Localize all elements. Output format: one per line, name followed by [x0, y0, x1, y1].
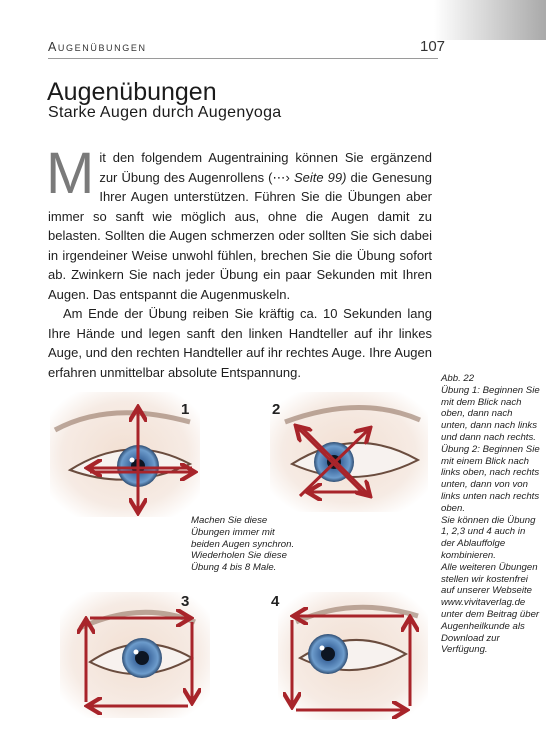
eye-exercise-2 [270, 392, 428, 512]
cross-reference-arrow-icon: ⋯› [272, 169, 290, 185]
eye-2-illustration [270, 392, 428, 512]
running-head: Augenübungen [48, 40, 147, 54]
sidebar-line-4: Alle weiteren Übungen stellen wir kostenfrei auf unserer Webseite www.vivitaverlag.de unter dem Beitrag über Augenheilkunde als Download zur Verfügung. [441, 561, 540, 656]
page-subtitle: Starke Augen durch Augenyoga [48, 104, 282, 121]
exercise-label-3: 3 [181, 593, 190, 610]
drop-cap: M [46, 141, 95, 206]
figure-caption-sidebar [441, 373, 541, 656]
header-rule [48, 58, 438, 59]
figure-caption-label: Abb. 22 [441, 373, 475, 384]
page-title: Augenübungen [47, 78, 217, 106]
sidebar-line-3: Sie können die Übung 1, 2,3 und 4 auch in der Ablauffolge kombinieren. [441, 514, 536, 561]
sidebar-line-2: Übung 2: Beginnen Sie mit einem Blick nach links oben, nach rechts unten, dann von von links unten nach rechts oben. [441, 443, 540, 514]
eye-3-illustration [60, 592, 210, 718]
eye-1-illustration [50, 392, 200, 517]
paragraph-1 [46, 141, 432, 304]
body-text [46, 141, 432, 382]
eye-exercise-3 [60, 592, 210, 718]
page-number: 107 [420, 38, 446, 55]
corner-gradient [434, 0, 546, 40]
figure-center-note: Machen Sie diese Übungen immer mit beiden Augen synchron. Wiederholen Sie diese Übung 4 bis 8 Male. [191, 515, 295, 574]
eye-exercise-1 [50, 392, 200, 517]
eye-4-illustration [278, 592, 428, 720]
exercise-label-1: 1 [181, 401, 190, 418]
paragraph-2: Am Ende der Übung reiben Sie kräftig ca. 10 Sekunden lang Ihre Hände und legen sanft den linken Handteller auf ihr linkes Auge, und den rechten Handteller auf ihr rechtes Auge. Ihre Augen erfahren unmittelbar absolute Entspannung. [48, 306, 432, 380]
paragraph-1-text-a: it den folgendem Augentraining können Sie ergänzend zur Übung des Augenrollens ( [99, 150, 432, 185]
cross-reference: Seite 99) [289, 169, 347, 185]
exercise-label-2: 2 [272, 401, 281, 418]
paragraph-1-text-b: die Genesung Ihrer Augen unterstützen. Führen Sie die Übungen aber immer so sanft wie möglich aus, ohne die Augen damit zu belasten. Sollten die Augen schmerzen oder sollten Sie sich dabei in irgendeiner Weise unwohl fühlen, brechen Sie die Übung sofort ab. Zwinkern Sie nach jeder Übung ein paar Sekunden mit Ihren Augen. Das entspannt die Augenmuskeln. [48, 169, 432, 302]
exercise-label-4: 4 [271, 593, 280, 610]
eye-exercise-4 [278, 592, 428, 720]
sidebar-line-1: Übung 1: Beginnen Sie mit dem Blick nach oben, dann nach unten, dann nach links und dann nach rechts. [441, 384, 540, 443]
